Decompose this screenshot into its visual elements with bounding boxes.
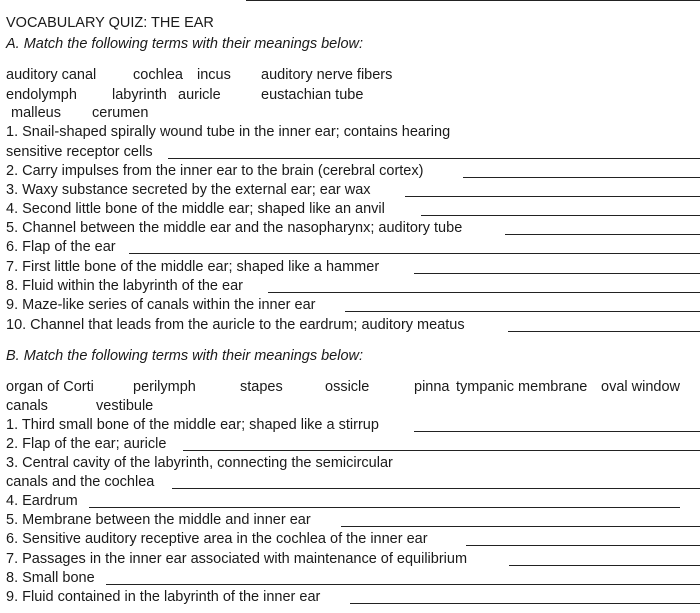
term-bank-item: cerumen xyxy=(92,105,149,121)
question-a7: 7. First little bone of the middle ear; shaped like a hammer xyxy=(6,259,380,275)
term-bank-item: auditory canal xyxy=(6,67,97,83)
question-a6: 6. Flap of the ear xyxy=(6,239,116,255)
question-b3: 3. Central cavity of the labyrinth, connecting the semicircular xyxy=(6,455,393,471)
question-a1-cont: sensitive receptor cells xyxy=(6,144,153,160)
question-a3: 3. Waxy substance secreted by the external ear; ear wax xyxy=(6,182,371,198)
question-a9: 9. Maze-like series of canals within the inner ear xyxy=(6,297,316,313)
part-a-instruction: A. Match the following terms with their meanings below: xyxy=(6,36,364,52)
answer-blank-a1[interactable] xyxy=(168,143,700,161)
term-bank-item: labyrinth xyxy=(112,87,167,103)
answer-blank-b7[interactable] xyxy=(509,550,700,568)
term-bank-item: vestibule xyxy=(96,398,154,414)
term-bank-item: perilymph xyxy=(133,379,196,395)
question-a5: 5. Channel between the middle ear and the nasopharynx; auditory tube xyxy=(6,220,463,236)
term-bank-item: ossicle xyxy=(325,379,370,395)
answer-blank-a8[interactable] xyxy=(268,277,700,295)
question-b4: 4. Eardrum xyxy=(6,493,78,509)
term-bank-item: tympanic membrane xyxy=(456,379,588,395)
answer-blank-a5[interactable] xyxy=(505,219,700,237)
answer-blank-a7[interactable] xyxy=(414,258,700,276)
term-bank-item: pinna xyxy=(414,379,450,395)
question-b3-cont: canals and the cochlea xyxy=(6,474,155,490)
answer-blank-a3[interactable] xyxy=(405,181,700,199)
answer-blank-a10[interactable] xyxy=(508,316,700,334)
term-bank-item: endolymph xyxy=(6,87,77,103)
term-bank-item: stapes xyxy=(240,379,283,395)
answer-blank-a9[interactable] xyxy=(345,296,700,314)
answer-blank-b9[interactable] xyxy=(350,588,700,606)
term-bank-item: cochlea xyxy=(133,67,183,83)
answer-blank-b6[interactable] xyxy=(466,530,700,548)
question-b2: 2. Flap of the ear; auricle xyxy=(6,436,167,452)
answer-blank-b3[interactable] xyxy=(172,473,700,491)
answer-blank-b2[interactable] xyxy=(183,435,700,453)
question-a4: 4. Second little bone of the middle ear; shaped like an anvil xyxy=(6,201,385,217)
answer-blank-b1[interactable] xyxy=(414,416,700,434)
term-bank-item: organ of Corti xyxy=(6,379,94,395)
term-bank-item: incus xyxy=(197,67,231,83)
answer-blank-b8[interactable] xyxy=(106,569,700,587)
term-bank-item: auricle xyxy=(178,87,221,103)
term-bank-item: oval window xyxy=(601,379,680,395)
answer-blank-b5[interactable] xyxy=(341,511,700,529)
question-b1: 1. Third small bone of the middle ear; shaped like a stirrup xyxy=(6,417,379,433)
question-b9: 9. Fluid contained in the labyrinth of the inner ear xyxy=(6,589,321,605)
question-b6: 6. Sensitive auditory receptive area in the cochlea of the inner ear xyxy=(6,531,428,547)
question-b5: 5. Membrane between the middle and inner ear xyxy=(6,512,311,528)
question-a1: 1. Snail-shaped spirally wound tube in the inner ear; contains hearing xyxy=(6,124,451,140)
term-bank-item: canals xyxy=(6,398,48,414)
term-bank-item: auditory nerve fibers xyxy=(261,67,393,83)
answer-blank-a2[interactable] xyxy=(463,162,700,180)
question-b7: 7. Passages in the inner ear associated with maintenance of equilibrium xyxy=(6,551,468,567)
answer-blank-a6[interactable] xyxy=(129,238,700,256)
question-a10: 10. Channel that leads from the auricle to the eardrum; auditory meatus xyxy=(6,317,465,333)
question-a2: 2. Carry impulses from the inner ear to the brain (cerebral cortex) xyxy=(6,163,424,179)
answer-blank-a4[interactable] xyxy=(421,200,700,218)
answer-blank-b4[interactable] xyxy=(89,492,680,510)
term-bank-item: malleus xyxy=(11,105,61,121)
top-answer-line xyxy=(246,0,700,1)
question-a8: 8. Fluid within the labyrinth of the ear xyxy=(6,278,243,294)
question-b8: 8. Small bone xyxy=(6,570,95,586)
part-b-instruction: B. Match the following terms with their meanings below: xyxy=(6,348,364,364)
page-title: VOCABULARY QUIZ: THE EAR xyxy=(6,15,214,31)
term-bank-item: eustachian tube xyxy=(261,87,364,103)
